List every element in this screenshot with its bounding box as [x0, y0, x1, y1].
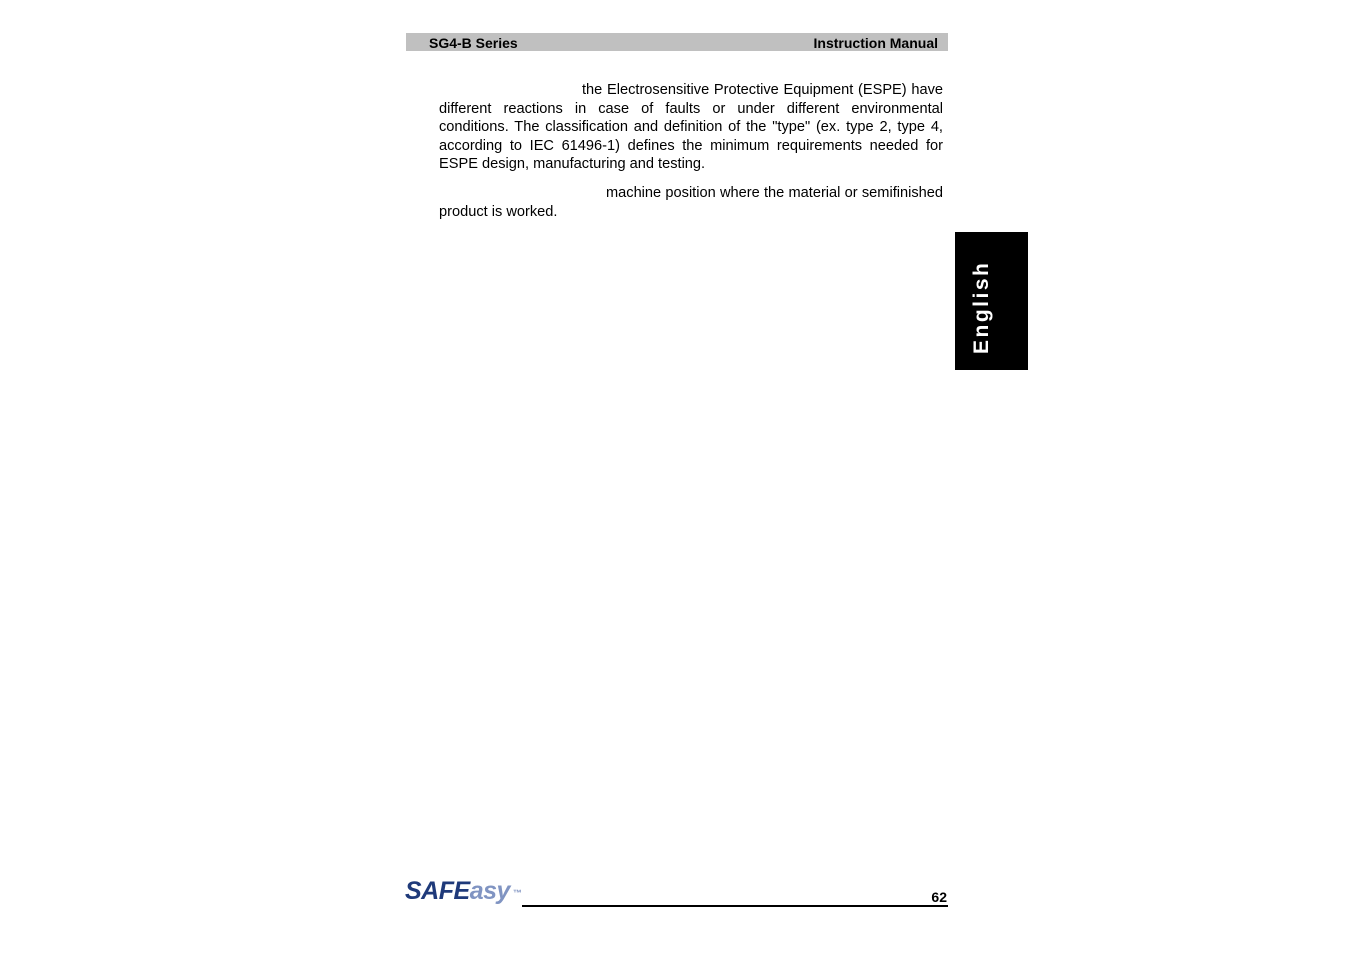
safeasy-logo: [405, 876, 521, 906]
page-header: [406, 33, 948, 51]
language-tab: [955, 232, 1028, 370]
body-paragraph-type-definition: the Electrosensitive Protective Equipment (ESPE) have different reactions in case of faults or under different environmental conditions. The classification and definition of the "type" (ex. type 2, type 4, according to IEC 61496-1) defines the minimum requirements needed for ESPE design, manufacturing and testing.: [439, 82, 943, 173]
body-paragraph-working-point: machine position where the material or semifinished product is worked.: [439, 185, 943, 220]
logo-easy-text: asy: [469, 877, 510, 905]
footer-rule: [522, 905, 948, 907]
header-manual-title: Instruction Manual: [813, 35, 938, 51]
logo-trademark: ™: [512, 888, 522, 898]
language-tab-label: English: [970, 260, 993, 354]
header-series: SG4-B Series: [429, 35, 518, 51]
page-number: 62: [931, 889, 947, 905]
logo-safe-text: SAFE: [405, 877, 470, 905]
